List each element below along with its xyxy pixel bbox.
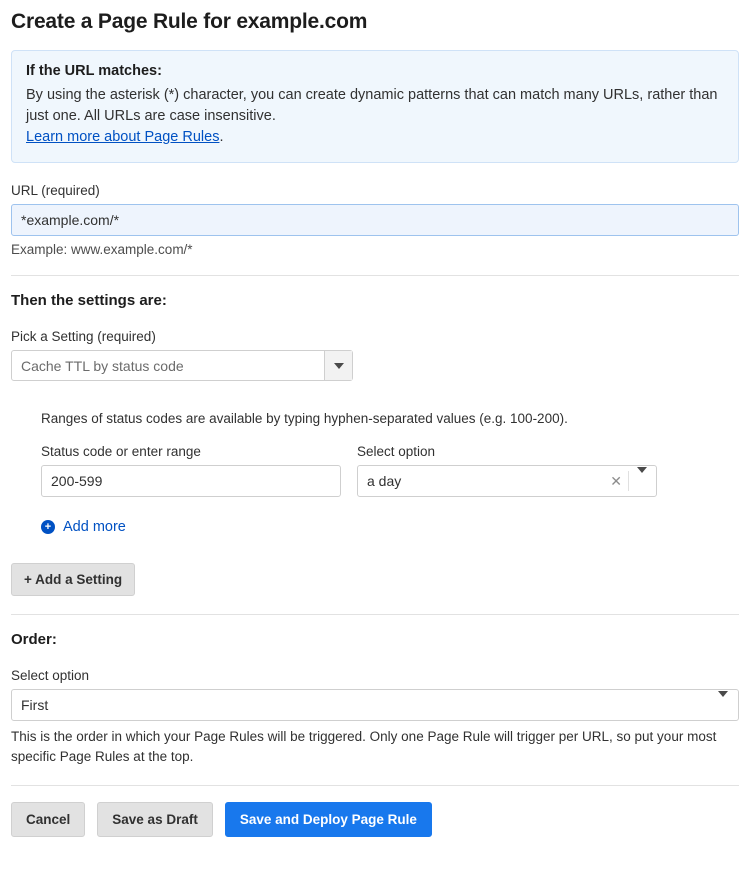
pick-setting-value: Cache TTL by status code (21, 357, 184, 374)
ttl-option-value: a day (367, 473, 402, 489)
order-heading: Order: (11, 631, 57, 648)
chevron-down-icon[interactable] (718, 697, 728, 713)
info-box-title: If the URL matches: (26, 63, 162, 79)
add-more-label: Add more (63, 519, 126, 535)
order-note: This is the order in which your Page Rules will be triggered. Only one Page Rule will trigger per URL, so put your most specific Page Rules at the top. (11, 729, 717, 764)
info-link-suffix: . (219, 129, 224, 145)
page-title: Create a Page Rule for example.com (11, 10, 368, 33)
url-field-hint: Example: www.example.com/* (11, 242, 193, 257)
plus-icon: + (41, 520, 55, 534)
pick-setting-select-wrap (11, 350, 353, 381)
select-option-label: Select option (357, 444, 436, 459)
info-box-text: By using the asterisk (*) character, you can create dynamic patterns that can match many URLs, rather than just one. All URLs are case insensitive. (26, 87, 718, 124)
cancel-button[interactable]: Cancel (11, 802, 85, 837)
form-footer (11, 802, 739, 837)
order-select-value: First (21, 697, 49, 713)
settings-heading: Then the settings are: (11, 292, 167, 309)
status-code-settings (41, 411, 739, 535)
status-row (41, 444, 739, 497)
learn-more-link[interactable]: Learn more about Page Rules (26, 129, 220, 145)
ttl-option-combobox[interactable] (357, 465, 657, 497)
info-box-body (26, 85, 724, 148)
status-range-note: Ranges of status codes are available by typing hyphen-separated values (e.g. 100-200). (41, 411, 568, 426)
divider-2 (11, 614, 739, 615)
status-code-field (41, 444, 341, 497)
pick-setting-select[interactable] (11, 350, 353, 381)
url-input[interactable] (11, 204, 739, 236)
status-code-label: Status code or enter range (41, 444, 201, 459)
add-a-setting-button[interactable]: + Add a Setting (11, 563, 135, 596)
clear-icon[interactable]: ✕ (610, 473, 622, 489)
status-code-input[interactable] (41, 465, 341, 497)
url-field-label: URL (required) (11, 183, 100, 198)
url-match-info-box (11, 50, 739, 163)
pick-setting-label: Pick a Setting (required) (11, 329, 156, 344)
order-select[interactable] (11, 689, 739, 721)
chevron-down-icon[interactable] (637, 473, 647, 489)
save-and-deploy-button[interactable]: Save and Deploy Page Rule (225, 802, 432, 837)
add-more-button[interactable] (41, 519, 739, 535)
order-select-label: Select option (11, 668, 90, 683)
page-rule-form (0, 10, 750, 837)
save-as-draft-button[interactable]: Save as Draft (97, 802, 213, 837)
chevron-down-icon[interactable] (324, 351, 352, 380)
divider-1 (11, 275, 739, 276)
combo-separator (628, 471, 629, 491)
ttl-option-field (357, 444, 657, 497)
divider-3 (11, 785, 739, 786)
